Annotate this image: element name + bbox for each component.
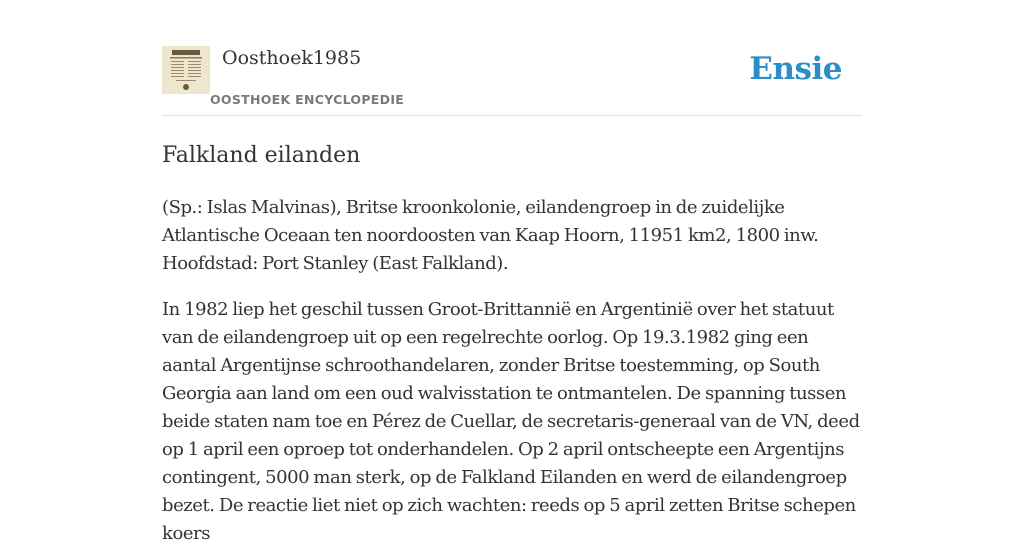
brand-logo[interactable]: Ensie bbox=[749, 51, 842, 87]
avatar[interactable] bbox=[162, 46, 210, 94]
source-label[interactable]: OOSTHOEK ENCYCLOPEDIE bbox=[210, 92, 405, 107]
article-title: Falkland eilanden bbox=[162, 143, 361, 168]
article-paragraph: In 1982 liep het geschil tussen Groot-Brittannië en Argentinië over het statuut van de eilandengroep uit op een regelrechte oorlog. Op 19.3.1982 ging een aantal Argentijnse schroothandelaren, zonder Britse toestemming, op South Georgia aan land om een oud walvisstation te ontmantelen. De spanning tussen beide staten nam toe en Pérez de Cuellar, de secretaris-generaal van de VN, deed op 1 april een oproep tot onderhandelen. Op 2 april ontscheepte een Argentijns contingent, 5000 man sterk, op de Falkland Eilanden en werd de eilandengroep bezet. De reactie liet niet op zich wachten: reeds op 5 april zetten Britse schepen koers bbox=[162, 299, 860, 544]
article-header bbox=[162, 0, 862, 116]
author-name[interactable]: Oosthoek1985 bbox=[222, 47, 362, 69]
article-container bbox=[162, 0, 862, 548]
encyclopedia-page-icon bbox=[162, 46, 210, 94]
article-paragraph: (Sp.: Islas Malvinas), Britse kroonkolonie, eilandengroep in de zuidelijke Atlantische Oceaan ten noordoosten van Kaap Hoorn, 11951 km2, 1800 inw. Hoofdstad: Port Stanley (East Falkland). bbox=[162, 197, 819, 274]
